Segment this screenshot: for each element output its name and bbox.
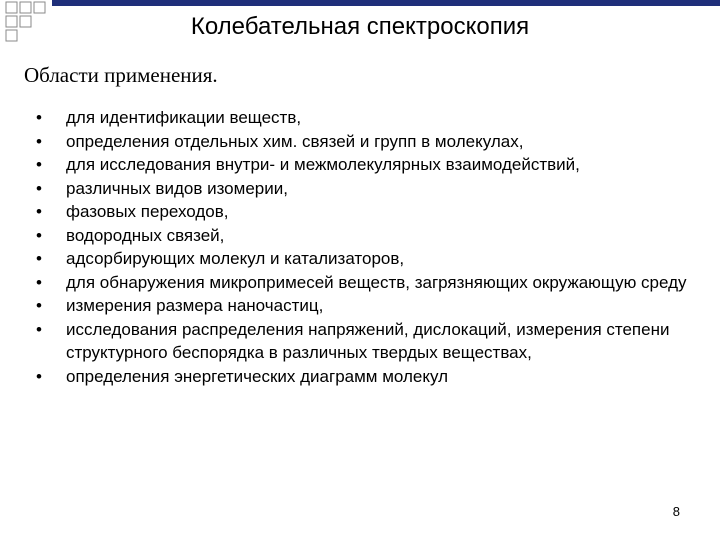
bullet-icon: • — [36, 178, 42, 198]
list-item — [36, 247, 696, 271]
slide-title: Колебательная спектроскопия — [190, 13, 530, 40]
list-item — [36, 153, 696, 177]
list-item-text: определения отдельных хим. связей и групп в молекулах, — [66, 131, 524, 151]
list-item-text: фазовых переходов, — [66, 202, 229, 221]
list-item-text: различных видов изомерии, — [66, 178, 288, 198]
list-item — [36, 106, 696, 130]
list-item-text: для идентификации веществ, — [66, 108, 302, 127]
bullet-icon: • — [36, 108, 42, 127]
list-item — [36, 130, 696, 154]
bullet-icon: • — [36, 272, 42, 292]
slide-subtitle: Области применения. — [24, 63, 218, 87]
list-item — [36, 365, 696, 389]
list-item-text: определения энергетических диаграмм молекул — [66, 366, 449, 386]
list-item-text: измерения размера наночастиц, — [66, 296, 324, 315]
bullet-icon: • — [36, 202, 42, 221]
bullet-icon: • — [36, 296, 42, 315]
bullet-icon: • — [36, 131, 42, 151]
list-item-text: водородных связей, — [66, 225, 225, 245]
header-accent-bar — [52, 0, 720, 6]
list-item — [36, 318, 696, 365]
list-item — [36, 224, 696, 248]
bullet-icon: • — [36, 319, 42, 339]
list-item-text: для обнаружения микропримесей веществ, загрязняющих окружающую среду — [66, 272, 687, 292]
list-item — [36, 177, 696, 201]
list-item-text: адсорбирующих молекул и катализаторов, — [66, 249, 405, 268]
bullet-icon: • — [36, 155, 42, 174]
list-item — [36, 271, 696, 295]
bullet-icon: • — [36, 366, 42, 386]
list-item-text: для исследования внутри- и межмолекулярных взаимодействий, — [66, 155, 580, 174]
application-list — [36, 106, 696, 388]
bullet-icon: • — [36, 225, 42, 245]
list-item — [36, 200, 696, 224]
page-number: 8 — [672, 504, 680, 519]
list-item-text: исследования распределения напряжений, дислокаций, измерения степени структурного беспорядка в различных твердых веществах, — [66, 319, 670, 362]
list-item — [36, 294, 696, 318]
bullet-icon: • — [36, 249, 42, 268]
